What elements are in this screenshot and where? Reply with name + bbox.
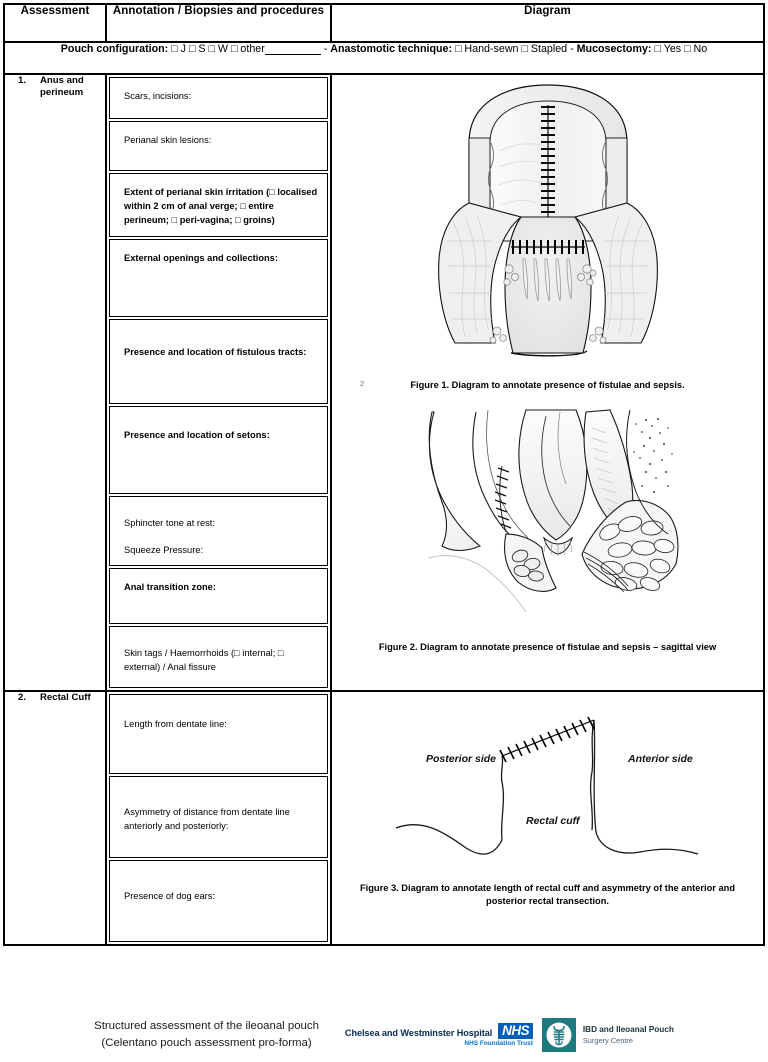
separator-1: - [323, 43, 331, 55]
page-marker: 2 [360, 379, 365, 388]
annotation-row-label: Extent of perianal skin irritation (□ localised within 2 cm of anal verge; □ entire perineum; □ peri-vagina; □ groins) [124, 187, 318, 226]
annotation-row-asymmetry-dentate-line[interactable] [109, 776, 328, 858]
diagram-container-1 [332, 75, 763, 655]
annotation-row-external-openings[interactable] [109, 239, 328, 317]
annotation-row-skin-tags-haemorrhoids[interactable] [109, 626, 328, 688]
figure-1-caption: Figure 1. Diagram to annotate presence of fistulae and sepsis. [410, 380, 685, 390]
anastomotic-technique-options[interactable]: □ Hand-sewn □ Stapled [455, 43, 571, 55]
header-assessment: Assessment [4, 4, 106, 42]
figure-3-label-rectal-cuff: Rectal cuff [525, 815, 579, 827]
nhs-logo: NHS [498, 1023, 533, 1039]
annotation-subcell-list-2 [107, 692, 330, 944]
annotation-row-anal-transition-zone[interactable] [109, 568, 328, 624]
assessment-table [3, 3, 765, 946]
figure-3-image [332, 692, 763, 874]
footer-title-line-2: (Celentano pouch assessment pro-forma) [101, 1037, 312, 1049]
pouch-other-blank[interactable] [265, 44, 321, 55]
ibd-pouch-centre-logo [542, 1018, 674, 1052]
figure-3-label-anterior: Anterior side [627, 753, 693, 765]
ibd-logo-text [583, 1025, 674, 1045]
section-row-rectal-cuff [4, 691, 764, 945]
ibd-centre-subtitle: Surgery Centre [582, 1035, 633, 1045]
chelsea-westminster-logo-row [345, 1023, 533, 1039]
annotation-row-fistulous-tracts[interactable] [109, 319, 328, 404]
annotation-row-squeeze-pressure-label: Squeeze Pressure: [124, 545, 204, 556]
footer-title [94, 1018, 319, 1052]
annotation-row-sphincter-tone[interactable] [109, 496, 328, 566]
figure-3-caption-line-1: Figure 3. Diagram to annotate length of rectal cuff and asymmetry of the anterior and [359, 883, 736, 893]
annotation-row-label: Length from dentate line: [124, 719, 227, 729]
header-annotation: Annotation / Biopsies and procedures [106, 4, 331, 42]
diagram-cell-2 [331, 691, 764, 945]
ibd-centre-name: IBD and Ileoanal Pouch [582, 1025, 674, 1035]
annotation-row-scars-incisions[interactable] [109, 77, 328, 119]
pouch-configuration-label: Pouch configuration: [60, 43, 169, 55]
nhs-foundation-trust-label: NHS Foundation Trust [464, 1040, 533, 1048]
assessment-cell-2 [4, 691, 106, 945]
footer-logos [345, 1018, 674, 1052]
chelsea-westminster-logo [345, 1023, 533, 1048]
annotation-row-label: Skin tags / Haemorrhoids (□ internal; □ external) / Anal fissure [124, 648, 284, 673]
assessment-cell-1 [4, 74, 106, 691]
annotation-row-perianal-skin-lesions[interactable] [109, 121, 328, 171]
figure-2-caption: Figure 2. Diagram to annotate presence of fistulae and sepsis – sagittal view [378, 642, 717, 653]
assessment-label-2 [5, 692, 105, 704]
annotation-row-label: Anal transition zone: [124, 582, 216, 592]
figure-3-caption-line-2: posterior rectal transection. [486, 896, 609, 907]
annotation-row-label: Sphincter tone at rest: [124, 518, 215, 528]
table-header-row [4, 4, 764, 42]
annotation-row-length-from-dentate-line[interactable] [109, 694, 328, 774]
footer-title-line-1: Structured assessment of the ileoanal pouch [94, 1019, 319, 1032]
annotation-row-label: Presence and location of fistulous tracts: [124, 347, 307, 357]
pouch-configuration-cell [4, 42, 764, 74]
hospital-name: Chelsea and Westminster Hospital [344, 1027, 493, 1038]
annotation-row-label: Presence of dog ears: [124, 891, 215, 901]
page-footer [0, 1008, 768, 1062]
header-diagram: Diagram [331, 4, 764, 42]
separator-2: - [570, 43, 577, 55]
mucosectomy-options[interactable]: □ Yes □ No [654, 43, 708, 55]
annotation-row-dog-ears[interactable] [109, 860, 328, 942]
pouch-icon [545, 1021, 573, 1049]
annotation-subcell-list-1 [107, 75, 330, 690]
pouch-coronal-diagram-svg [433, 81, 663, 373]
figure-3-label-posterior: Posterior side [425, 753, 496, 765]
annotation-cell-2 [106, 691, 331, 945]
annotation-row-label: Scars, incisions: [124, 91, 192, 101]
stipple-texture [633, 418, 673, 493]
assessment-number-2: 2. [18, 692, 27, 703]
assessment-name-2: Rectal Cuff [40, 692, 91, 703]
annotation-row-extent-perianal-irritation[interactable] [109, 173, 328, 237]
ibd-logo-mark [542, 1018, 576, 1052]
rectal-cuff-diagram-svg [378, 706, 718, 874]
annotation-row-setons[interactable] [109, 406, 328, 494]
assessment-number-1: 1. [18, 75, 27, 86]
assessment-name-1: Anus and perineum [40, 75, 84, 99]
pouch-sagittal-diagram-svg [414, 406, 682, 631]
posterior-suture-line [495, 466, 511, 532]
diagram-cell-1 [331, 74, 764, 691]
annotation-cell-1 [106, 74, 331, 691]
section-row-anus-and-perineum [4, 74, 764, 691]
figure-1-image [332, 75, 763, 373]
mucosectomy-label: Mucosectomy: [576, 43, 652, 55]
transection-staple-line [500, 717, 594, 762]
pouch-configuration-options[interactable]: □ J □ S □ W □ other [171, 43, 265, 55]
anastomotic-technique-label: Anastomotic technique: [330, 43, 453, 55]
figure-3-caption [332, 882, 763, 909]
annotation-row-label: Perianal skin lesions: [124, 135, 212, 145]
annotation-row-label: Asymmetry of distance from dentate line anteriorly and posteriorly: [124, 807, 290, 832]
diagram-container-2 [332, 692, 763, 909]
figure-2-image [332, 406, 763, 631]
annotation-row-label: Presence and location of setons: [124, 430, 270, 440]
annotation-row-label: External openings and collections: [124, 253, 278, 263]
assessment-label-1 [5, 75, 105, 100]
pouch-configuration-row [4, 42, 764, 74]
